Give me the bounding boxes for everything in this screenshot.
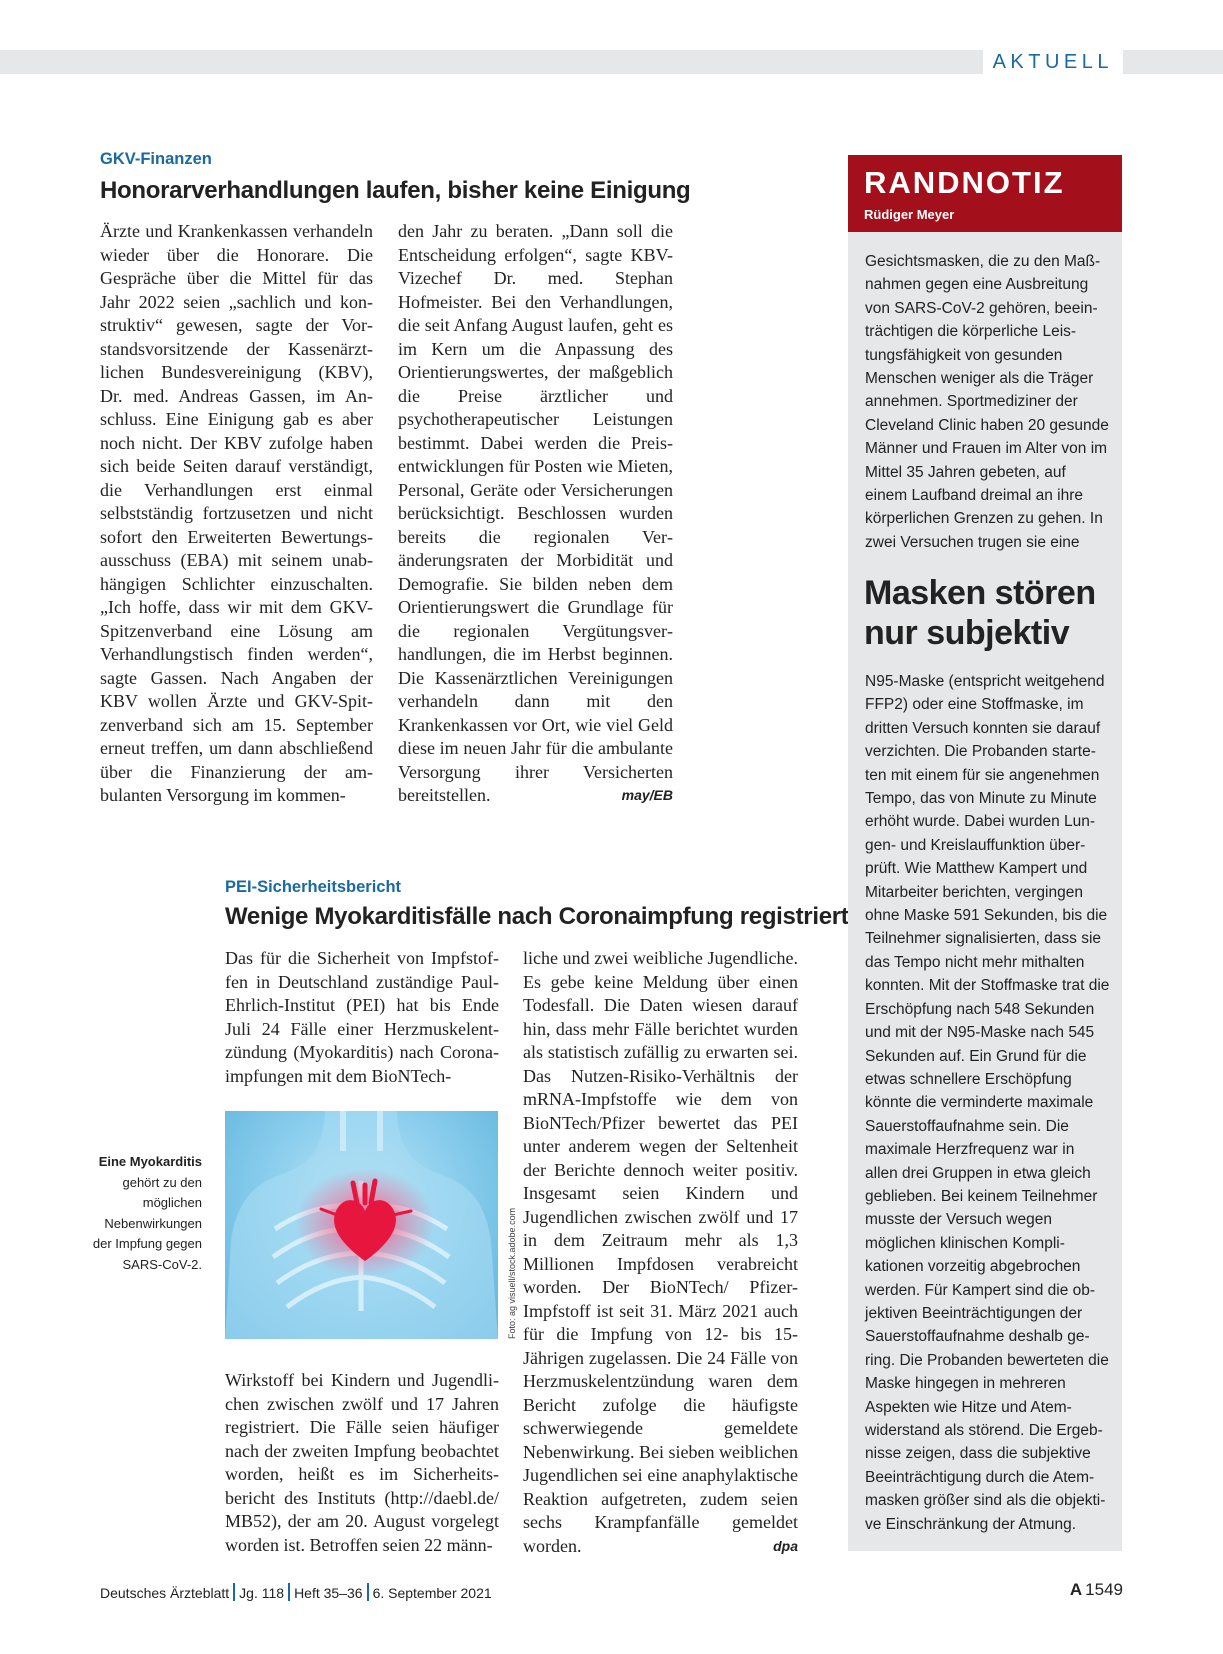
randnotiz-text-bottom-content: N95-Maske (entspricht weitgehend FFP2) oder eine Stoffmaske, im dritten Versuch konnten sie darauf verzichten. Die Probanden starteten mit einem für sie angenehmen Tempo, das von Minute zu Minute erhöht wurde. Dabei wurden Lungen- und Kreislauffunktion überprüft. Wie Matthew Kampert und Mitarbeiter berichten, vergingen ohne Maske 591 Sekunden, bis die Teilnehmer signalisierten, dass sie das Tempo nicht mehr mithalten konnten. Mit der Stoffmaske trat die Erschöpfung nach 548 Sekunden und mit der N95-Maske nach 545 Sekunden auf. Ein Grund für die etwas schnellere Erschöpfung könnte die verminderte maximale Sauerstoffaufnahme sein. Die maximale Herzfrequenz war in allen drei Gruppen in etwa gleich geblieben. Bei keinem Teilnehmer musste der Versuch wegen möglichen klinischen Komplikationen vorzeitig abgebrochen werden. Für Kampert sind die objektiven Beeinträchtigungen der Sauerstoffaufnahme deshalb gering. Die Probanden bewerteten die Maske hingegen in mehreren Aspekten wie Hitze und Atemwiderstand als störend. Die Ergebnisse zeigen, dass die subjektive Beeinträchtigung durch die Atemmasken größer sind als die objektive Einschränkung der Atmung. bbox=[865, 673, 1110, 1533]
randnotiz-header bbox=[848, 155, 1122, 232]
heart-illustration bbox=[225, 1111, 498, 1339]
article2-col1-top-text: Das für die Sicherheit von Impfstoffen in Deutschland zuständige Paul-Ehrlich-Institut (PEI) hat bis Ende Juli 24 Fälle einer Herzmuskelentzündung (Myokarditis) nach Coronaimpfungen mit dem BioNTech- bbox=[225, 948, 499, 1086]
article1-title: Honorarverhandlungen laufen, bisher keine Einigung bbox=[100, 177, 691, 204]
article2-title: Wenige Myokarditisfälle nach Coronaimpfung registriert bbox=[225, 903, 849, 930]
page-prefix: A bbox=[1069, 1580, 1083, 1599]
footer bbox=[100, 1583, 492, 1601]
article2-signature: dpa bbox=[773, 1537, 798, 1554]
randnotiz-author: Rüdiger Meyer bbox=[864, 207, 955, 222]
footer-volume: Jg. 118 bbox=[239, 1585, 285, 1601]
footer-date: 6. September 2021 bbox=[372, 1585, 492, 1601]
footer-separator bbox=[233, 1583, 235, 1601]
page-number bbox=[1070, 1580, 1123, 1600]
article1-column-1 bbox=[100, 220, 373, 808]
footer-separator bbox=[367, 1583, 369, 1601]
randnotiz-label: RANDNOTIZ bbox=[864, 165, 1065, 200]
photo-credit: Foto: ag visuell/stock.adobe.com bbox=[507, 1207, 517, 1339]
article2-kicker: PEI-Sicherheitsbericht bbox=[225, 878, 402, 896]
randnotiz-text-top bbox=[865, 250, 1110, 554]
article2-col2-text: liche und zwei weibliche Jugendliche. Es gebe keine Meldung über einen Todesfall. Die Daten wiesen darauf hin, dass mehr Fälle berichtet wurden als statistisch zufällig zu erwarten sei. Das Nutzen-Risiko-Verhältnis der mRNA-Impfstoffe wie dem von BioNTech/Pfizer bewertet das PEI unter anderem wegen der Seltenheit der Berichte dennoch weiter positiv. Insgesamt seien Kindern und Jugendlichen zwischen zwölf und 17 in dem Zeitraum mehr als 1,3 Millionen Impfdosen verabreicht worden. Der BioNTech/ Pfizer-Impfstoff ist seit 31. März 2021 auch für die Impfung von 12- bis 15-Jährigen zugelassen. Die 24 Fälle von Herzmuskelentzündung waren dem Bericht zufolge die häufigste schwerwiegende gemeldete Nebenwirkung. Bei sieben weiblichen Jugendlichen sei eine anaphylaktische Reaktion aufgetreten, zudem seien sechs Krampfanfälle gemeldet worden. bbox=[523, 948, 798, 1556]
article1-kicker: GKV-Finanzen bbox=[100, 150, 212, 168]
section-label: AKTUELL bbox=[983, 50, 1123, 74]
article2-column-2 bbox=[523, 947, 798, 1558]
article2-col1-bottom-text: Wirkstoff bei Kindern und Jugendlichen zwischen zwölf und 17 Jahren registriert. Die Fälle seien häufiger nach der zweiten Impfung beobachtet worden, heißt es im Sicherheitsbericht des Instituts (http://daebl.de/ MB52), der am 20. August vorgelegt worden ist. Betroffen seien 22 männ- bbox=[225, 1370, 499, 1555]
image-caption bbox=[90, 1152, 202, 1275]
page-number-value: 1549 bbox=[1085, 1580, 1123, 1599]
footer-journal: Deutsches Ärzteblatt bbox=[100, 1585, 230, 1601]
randnotiz-headline: Masken stören nur subjektiv bbox=[864, 574, 1096, 652]
article2-column-1-bottom bbox=[225, 1369, 499, 1557]
heart-body-image bbox=[225, 1111, 498, 1339]
randnotiz-text-bottom bbox=[865, 670, 1110, 1536]
article2-column-1-top bbox=[225, 947, 499, 1088]
caption-text: gehört zu den möglichen Nebenwirkungen der Impfung gegen SARS-CoV-2. bbox=[92, 1174, 202, 1272]
article1-col2-text: den Jahr zu beraten. „Dann soll die Entscheidung erfolgen“, sagte KBV-Vizechef Dr. med. Stephan Hofmeister. Bei den Verhandlungen, die seit Anfang August laufen, geht es im Kern um die Anpassung des Orientierungswertes, der maßgeblich die Preise ärztlicher und psychotherapeutischer Leistungen bestimmt. Dabei werden die Preisentwicklungen für Posten wie Mieten, Personal, Geräte oder Versicherungen berücksichtigt. Beschlossen wurden bereits die regionalen Veränderungsraten der Morbidität und Demografie. Sie bilden neben dem Orientierungswert die Grundlage für die regionalen Vergütungsverhandlungen, die im Herbst beginnen. Die Kassenärztlichen Vereinigungen verhandeln dann mit den Krankenkassen vor Ort, wie viel Geld diese im neuen Jahr für die ambulante Versorgung ihrer Versicherten bereitstellen. bbox=[398, 221, 673, 805]
footer-separator bbox=[288, 1583, 290, 1601]
caption-bold: Eine Myokarditis bbox=[98, 1154, 202, 1169]
article1-column-2 bbox=[398, 220, 673, 808]
randnotiz-box bbox=[848, 155, 1122, 1551]
randnotiz-text-top-content: Gesichtsmasken, die zu den Maßnahmen gegen eine Ausbreitung von SARS-CoV-2 gehören, beeinträchtigen die körperliche Leistungsfähigkeit von gesunden Menschen weniger als die Träger annehmen. Sportmediziner der Cleveland Clinic haben 20 gesunde Männer und Frauen im Alter von im Mittel 35 Jahren gebeten, auf einem Laufband dreimal an ihre körperlichen Grenzen zu gehen. In zwei Versuchen trugen sie eine bbox=[865, 253, 1109, 551]
article1-signature: may/EB bbox=[621, 787, 673, 803]
footer-issue: Heft 35–36 bbox=[294, 1585, 363, 1601]
article1-col1-text: Ärzte und Krankenkassen verhandeln wieder über die Honorare. Die Gespräche über die Mittel für das Jahr 2022 seien „sachlich und konstruktiv“ gewesen, sagte der Vorstandsvorsitzende der Kassenärztlichen Bundesvereinigung (KBV), Dr. med. Andreas Gassen, im Anschluss. Eine Einigung gab es aber noch nicht. Der KBV zufolge haben sich beide Seiten darauf verständigt, die Verhandlungen erst einmal selbstständig fortzusetzen und nicht sofort den Erweiterten Bewertungsausschuss (EBA) mit seinem unabhängigen Schlichter einzuschalten. „Ich hoffe, dass wir mit dem GKV-Spitzenverband eine Lösung am Verhandlungstisch finden werden“, sagte Gassen. Nach Angaben der KBV wollen Ärzte und GKV-Spitzenverband sich am 15. September erneut treffen, um dann abschließend über die Finanzierung der ambulanten Versorgung im kommen- bbox=[100, 221, 373, 805]
